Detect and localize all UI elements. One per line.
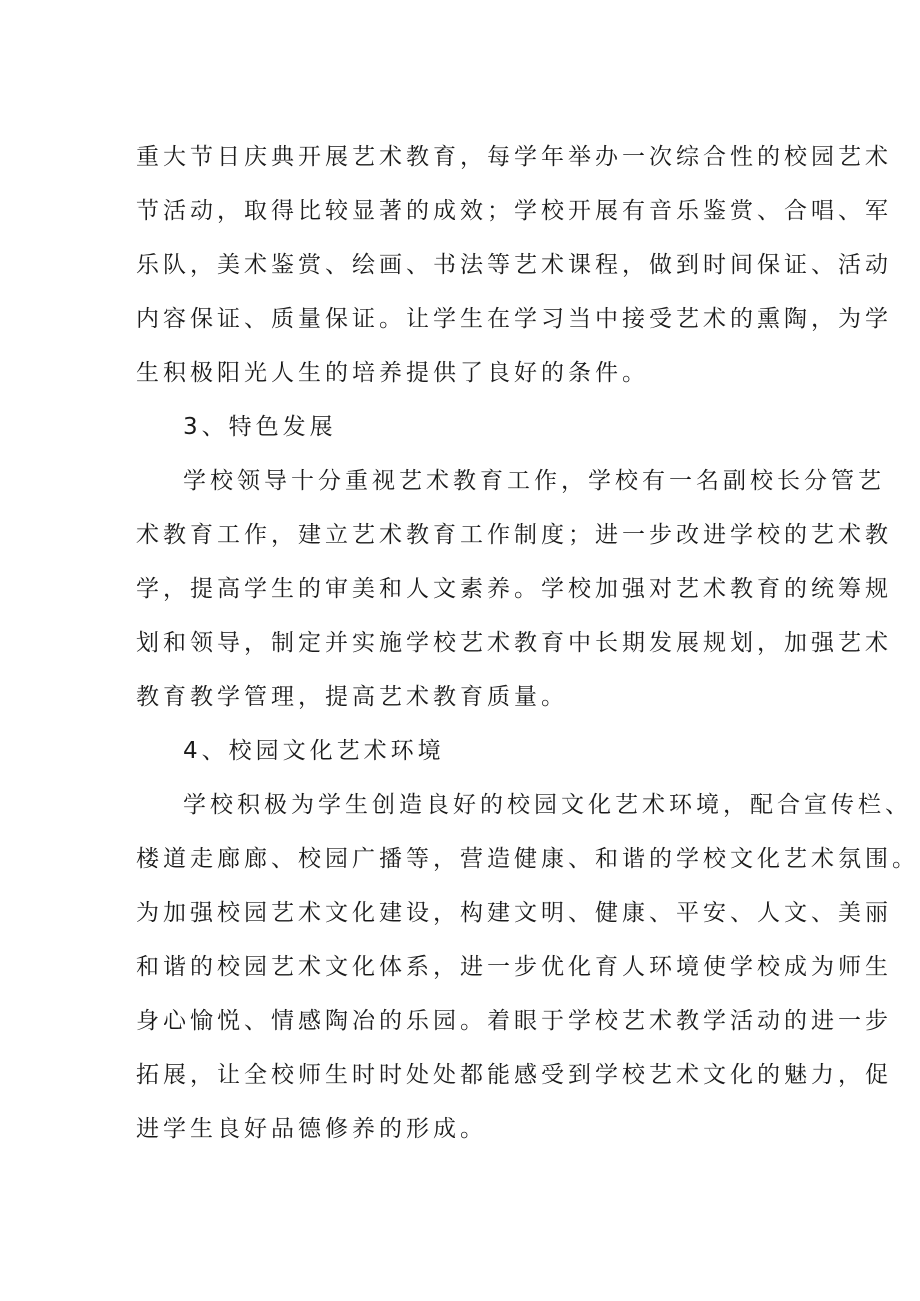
paragraph-1-line-3: 乐队，美术鉴赏、绘画、书法等艺术课程，做到时间保证、活动 [136,252,892,278]
paragraph-3-line-4: 和谐的校园艺术文化体系，进一步优化育人环境使学校成为师生 [136,954,892,980]
paragraph-3-line-3: 为加强校园艺术文化建设，构建文明、健康、平安、人文、美丽 [136,900,892,926]
paragraph-3-line-1: 学校积极为学生创造良好的校园文化艺术环境，配合宣传栏、 [183,792,912,818]
paragraph-1-line-4: 内容保证、质量保证。让学生在学习当中接受艺术的熏陶，为学 [136,306,892,332]
paragraph-2-line-3: 学，提高学生的审美和人文素养。学校加强对艺术教育的统筹规 [136,576,892,602]
paragraph-2-line-1: 学校领导十分重视艺术教育工作，学校有一名副校长分管艺 [183,468,885,494]
paragraph-1-line-2: 节活动，取得比较显著的成效；学校开展有音乐鉴赏、合唱、军 [136,198,892,224]
paragraph-2-line-5: 教育教学管理，提高艺术教育质量。 [136,684,568,710]
paragraph-2-line-4: 划和领导，制定并实施学校艺术教育中长期发展规划，加强艺术 [136,630,892,656]
paragraph-3-line-7: 进学生良好品德修养的形成。 [136,1116,487,1142]
paragraph-3-line-5: 身心愉悦、情感陶冶的乐园。着眼于学校艺术教学活动的进一步 [136,1008,892,1034]
paragraph-1-line-5: 生积极阳光人生的培养提供了良好的条件。 [136,360,649,386]
section-heading-3: 3、特色发展 [183,414,337,440]
paragraph-2-line-2: 术教育工作，建立艺术教育工作制度；进一步改进学校的艺术教 [136,522,892,548]
paragraph-3-line-6: 拓展，让全校师生时时处处都能感受到学校艺术文化的魅力，促 [136,1062,892,1088]
document-body [136,134,919,1160]
paragraph-1-line-1: 重大节日庆典开展艺术教育，每学年举办一次综合性的校园艺术 [136,144,892,170]
section-heading-4: 4、校园文化艺术环境 [183,738,445,764]
paragraph-3-line-2: 楼道走廊廊、校园广播等，营造健康、和谐的学校文化艺术氛围。 [136,846,919,872]
